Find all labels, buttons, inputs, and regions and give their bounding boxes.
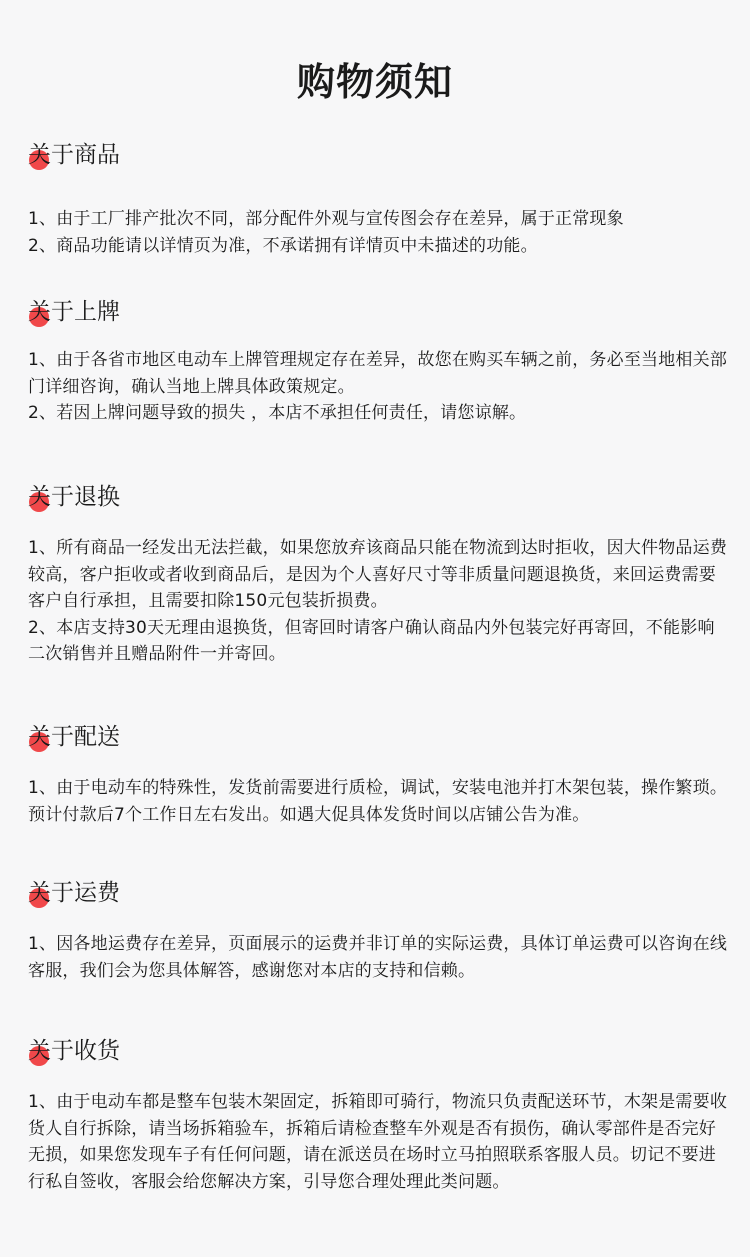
section-items [28, 206, 728, 259]
section-items [28, 535, 728, 668]
list-item: 1、所有商品一经发出无法拦截，如果您放弃该商品只能在物流到达时拒收，因大件物品运费较高，客户拒收或者收到商品后，是因为个人喜好尺寸等非质量问题退换货，来回运费需要客户自行承担，且需要扣除150元包装折损费。 [28, 538, 728, 611]
list-item: 1、由于各省市地区电动车上牌管理规定存在差异，故您在购买车辆之前，务必至当地相关部门详细咨询，确认当地上牌具体政策规定。 [28, 350, 728, 397]
section-delivery [28, 722, 728, 828]
list-item: 1、由于电动车都是整车包装木架固定，拆箱即可骑行，物流只负责配送环节，木架是需要收货人自行拆除，请当场拆箱验车，拆箱后请检查整车外观是否有损伤，确认零部件是否完好无损，如果您发现车子有任何问题，请在派送员在场时立马拍照联系客服人员。切记不要进行私自签收，客服会给您解决方案，引导您合理处理此类问题。 [28, 1092, 728, 1192]
section-heading: 关于收货 [28, 1038, 120, 1064]
list-item: 2、商品功能请以详情页为准，不承诺拥有详情页中未描述的功能。 [28, 235, 538, 256]
section-products [28, 140, 728, 259]
section-registration [28, 297, 728, 427]
list-item: 2、若因上牌问题导致的损失 ，本店不承担任何责任，请您谅解。 [28, 403, 527, 423]
list-item: 1、由于电动车的特殊性，发货前需要进行质检，调试，安装电池并打木架包装，操作繁琐。预计付款后7个工作日左右发出。如遇大促具体发货时间以店铺公告为准。 [28, 778, 728, 825]
list-item: 1、因各地运费存在差异，页面展示的运费并非订单的实际运费，具体订单运费可以咨询在线客服，我们会为您具体解答，感谢您对本店的支持和信赖。 [28, 934, 728, 981]
section-heading: 关于商品 [28, 142, 120, 168]
list-item: 2、本店支持30天无理由退换货，但寄回时请客户确认商品内外包装完好再寄回，不能影响二次销售并且赠品附件一并寄回。 [28, 617, 715, 664]
section-items [28, 1089, 728, 1195]
page-title: 购物须知 [296, 60, 453, 104]
section-shipping-fee [28, 878, 728, 984]
section-heading: 关于退换 [28, 484, 120, 510]
list-item: 1、由于工厂排产批次不同，部分配件外观与宣传图会存在差异，属于正常现象 [28, 209, 624, 229]
section-heading: 关于上牌 [28, 299, 120, 325]
section-receiving [28, 1036, 728, 1195]
section-items [28, 775, 728, 828]
section-returns [28, 482, 728, 668]
section-heading: 关于运费 [28, 880, 120, 906]
section-items [28, 931, 728, 984]
section-items [28, 347, 728, 427]
section-heading: 关于配送 [28, 724, 120, 750]
